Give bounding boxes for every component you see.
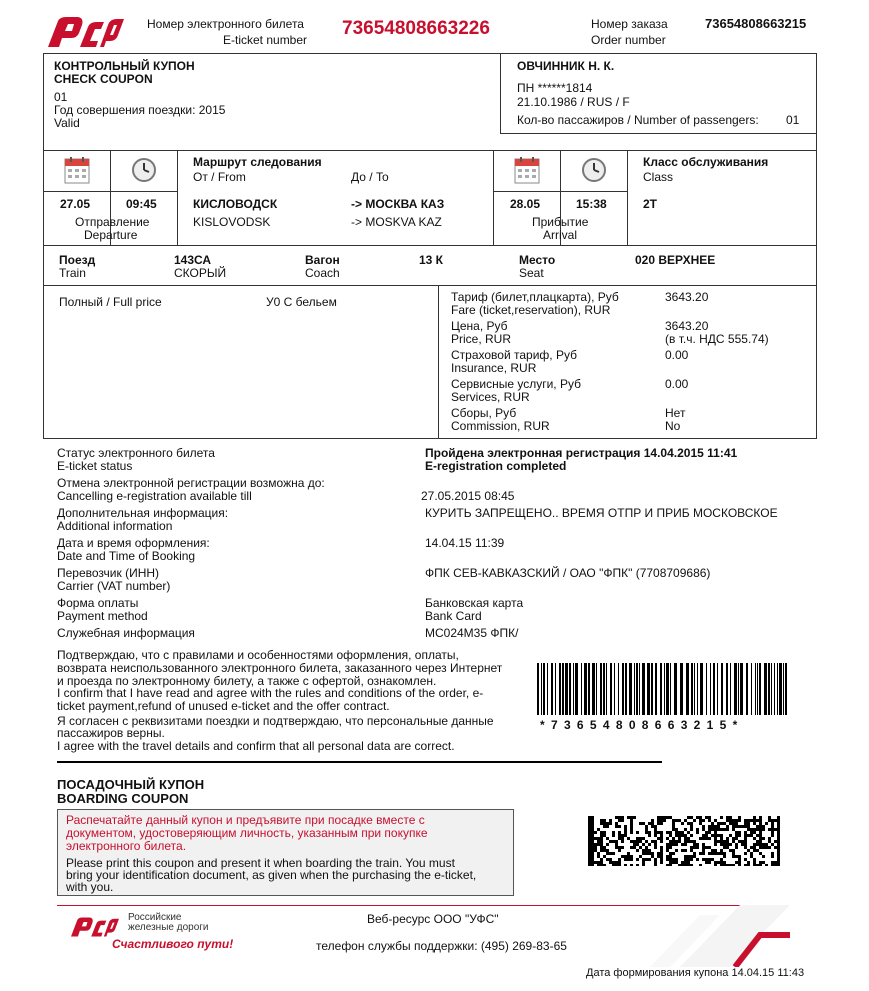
from-station-en: KISLOVODSK xyxy=(193,215,271,229)
calendar-icon xyxy=(514,156,540,184)
check-title-en: CHECK COUPON xyxy=(54,72,153,86)
support-phone: телефон службы поддержки: (495) 269-83-65 xyxy=(316,939,567,953)
decorative-rails-graphic xyxy=(640,905,800,967)
commission-value-ru: Нет xyxy=(665,406,686,420)
class-label-en: Class xyxy=(643,170,674,184)
confirm-line: и проезда по электронному билету, а также с офертой, ознакомлен. xyxy=(57,674,437,688)
service-class: У0 С бельем xyxy=(266,295,337,309)
insurance-value: 0.00 xyxy=(665,348,689,362)
separator-line xyxy=(57,761,662,763)
to-station-ru: -> МОСКВА КАЗ xyxy=(351,197,445,211)
check-code: 01 xyxy=(54,90,68,104)
passenger-birth: 21.10.1986 / RUS / F xyxy=(517,95,630,109)
notice-line-ru: электронного билета. xyxy=(66,839,187,853)
payment-value-ru: Банковская карта xyxy=(425,596,524,610)
coach-label-en: Coach xyxy=(305,266,340,280)
full-price-label: Полный / Full price xyxy=(59,295,162,309)
confirm-line: возврата неиспользованного электронного билета, заказанного через Интернет xyxy=(57,661,503,675)
departure-label-ru: Отправление xyxy=(75,215,150,229)
commission-label-en: Commission, RUR xyxy=(451,419,550,433)
route-label: Маршрут следования xyxy=(193,155,322,169)
passenger-doc: ПН ******1814 xyxy=(517,81,593,95)
route-from-label: От / From xyxy=(193,170,246,184)
train-type: СКОРЫЙ xyxy=(174,266,227,280)
status-value-en: E-registration completed xyxy=(425,459,567,473)
boarding-title-en: BOARDING COUPON xyxy=(57,791,189,806)
tariff-label-en: Fare (ticket,reservation), RUR xyxy=(451,303,611,317)
train-number: 143СА xyxy=(174,253,212,267)
clock-icon xyxy=(581,157,607,183)
order-number: 73654808663215 xyxy=(705,16,807,31)
rzd-logo xyxy=(44,13,128,51)
insurance-label-ru: Страховой тариф, Руб xyxy=(451,348,577,362)
class-label: Класс обслуживания xyxy=(643,155,769,169)
carrier-label-en: Carrier (VAT number) xyxy=(57,579,171,593)
route-to-label: До / To xyxy=(351,170,389,184)
generation-date: Дата формирования купона 14.04.15 11:43 xyxy=(586,967,805,979)
notice-line-ru: документом, удостоверяющим личность, указанным при покупке xyxy=(66,826,428,840)
payment-value-en: Bank Card xyxy=(425,609,482,623)
confirm-line: Я согласен с реквизитами поездки и подтверждаю, что персональные данные xyxy=(57,714,494,728)
payment-label-en: Payment method xyxy=(57,609,148,623)
web-resource: Веб-ресурс ООО "УФС" xyxy=(367,912,499,926)
seat-value: 020 ВЕРХНЕЕ xyxy=(635,253,716,267)
confirm-line: Подтверждаю, что с правилами и особенностями оформления, оплаты, xyxy=(57,648,459,662)
coach-label-ru: Вагон xyxy=(305,253,340,267)
booking-label-ru: Дата и время оформления: xyxy=(57,536,210,550)
confirm-line: ticket payment,refund of unused e-ticket and the offer contract. xyxy=(57,699,390,713)
arrival-label-en: Arrival xyxy=(543,228,578,242)
departure-time: 09:45 xyxy=(126,197,157,211)
arrival-label-ru: Прибытие xyxy=(532,215,589,229)
payment-label-ru: Форма оплаты xyxy=(57,596,139,610)
services-label-ru: Сервисные услуги, Руб xyxy=(451,377,581,391)
check-year: Год совершения поездки: 2015 xyxy=(54,103,226,117)
rzd-logo-small xyxy=(66,915,124,939)
check-valid: Valid xyxy=(54,116,80,130)
confirm-line: I agree with the travel details and confirm that all personal data are correct. xyxy=(57,739,455,753)
boarding-title-ru: ПОСАДОЧНЫЙ КУПОН xyxy=(57,777,205,792)
order-label-ru: Номер заказа xyxy=(591,17,668,31)
carrier-label-ru: Перевозчик (ИНН) xyxy=(57,566,160,580)
tariff-value: 3643.20 xyxy=(665,290,709,304)
passenger-name: ОВЧИННИК Н. К. xyxy=(517,59,615,73)
service-info-value: МС024М35 ФПК/ xyxy=(425,626,519,640)
commission-value-en: No xyxy=(665,419,681,433)
arrival-date: 28.05 xyxy=(510,197,541,211)
seat-label-ru: Место xyxy=(519,253,556,267)
additional-label-ru: Дополнительная информация: xyxy=(57,506,229,520)
brand-line-2: железные дороги xyxy=(128,922,209,933)
price-label-ru: Цена, Руб xyxy=(451,319,508,333)
cancel-label-en: Cancelling e-registration available till xyxy=(57,489,252,503)
service-info-label: Служебная информация xyxy=(57,626,195,640)
train-label-ru: Поезд xyxy=(59,253,96,267)
insurance-label-en: Insurance, RUR xyxy=(451,361,537,375)
to-station-en: -> MOSKVA KAZ xyxy=(351,215,442,229)
train-label-en: Train xyxy=(59,266,86,280)
passenger-count-label: Кол-во пассажиров / Number of passengers: xyxy=(517,113,759,127)
services-label-en: Services, RUR xyxy=(451,390,530,404)
status-label-en: E-ticket status xyxy=(57,459,133,473)
calendar-icon xyxy=(64,156,90,184)
class-value: 2Т xyxy=(643,197,658,211)
departure-date: 27.05 xyxy=(60,197,91,211)
eticket-label-ru: Номер электронного билета xyxy=(147,17,304,31)
confirm-line: I confirm that I have read and agree with the rules and conditions of the order, e- xyxy=(57,686,484,700)
departure-label-en: Departure xyxy=(84,228,138,242)
vat-value: (в т.ч. НДС 555.74) xyxy=(665,332,769,346)
barcode-linear xyxy=(537,663,789,715)
price-label-en: Price, RUR xyxy=(451,332,512,346)
clock-icon xyxy=(131,157,157,183)
from-station-ru: КИСЛОВОДСК xyxy=(193,197,278,211)
notice-line-ru: Распечатайте данный купон и предъявите при посадке вместе с xyxy=(66,813,425,827)
cancel-label-ru: Отмена электронной регистрации возможна до: xyxy=(57,476,325,490)
commission-label-ru: Сборы, Руб xyxy=(451,406,517,420)
cancel-value: 27.05.2015 08:45 xyxy=(421,489,515,503)
barcode-text: *73654808663215* xyxy=(540,718,744,732)
notice-line-en: with you. xyxy=(66,880,114,894)
booking-label-en: Date and Time of Booking xyxy=(57,549,196,563)
brand-line-1: Российские xyxy=(128,912,182,923)
price-value: 3643.20 xyxy=(665,319,709,333)
additional-label-en: Additional information xyxy=(57,519,173,533)
additional-value: КУРИТЬ ЗАПРЕЩЕНО.. ВРЕМЯ ОТПР И ПРИБ МОСКОВСКОЕ xyxy=(425,506,778,520)
seat-label-en: Seat xyxy=(519,266,544,280)
coach-value: 13 К xyxy=(419,253,444,267)
booking-value: 14.04.15 11:39 xyxy=(425,536,505,550)
carrier-value: ФПК СЕВ-КАВКАЗСКИЙ / ОАО "ФПК" (7708709686) xyxy=(425,566,711,580)
status-label-ru: Статус электронного билета xyxy=(57,446,215,460)
status-value-ru: Пройдена электронная регистрация 14.04.2015 11:41 xyxy=(425,446,738,460)
notice-line-en: bring your identification document, as given when the purchasing the e-ticket, xyxy=(66,868,477,882)
eticket-number: 73654808663226 xyxy=(342,18,490,39)
confirm-line: пассажиров верны. xyxy=(57,726,165,740)
arrival-time: 15:38 xyxy=(576,197,607,211)
barcode-2d xyxy=(588,816,780,866)
services-value: 0.00 xyxy=(665,377,689,391)
order-label-en: Order number xyxy=(591,33,666,47)
check-title-ru: КОНТРОЛЬНЫЙ КУПОН xyxy=(54,59,195,73)
eticket-label-en: E-ticket number xyxy=(223,33,308,47)
notice-line-en: Please print this coupon and present it when boarding the train. You must xyxy=(66,856,455,870)
tariff-label-ru: Тариф (билет,плацкарта), Руб xyxy=(451,290,619,304)
slogan: Счастливого пути! xyxy=(112,937,234,951)
passenger-count: 01 xyxy=(786,113,800,127)
